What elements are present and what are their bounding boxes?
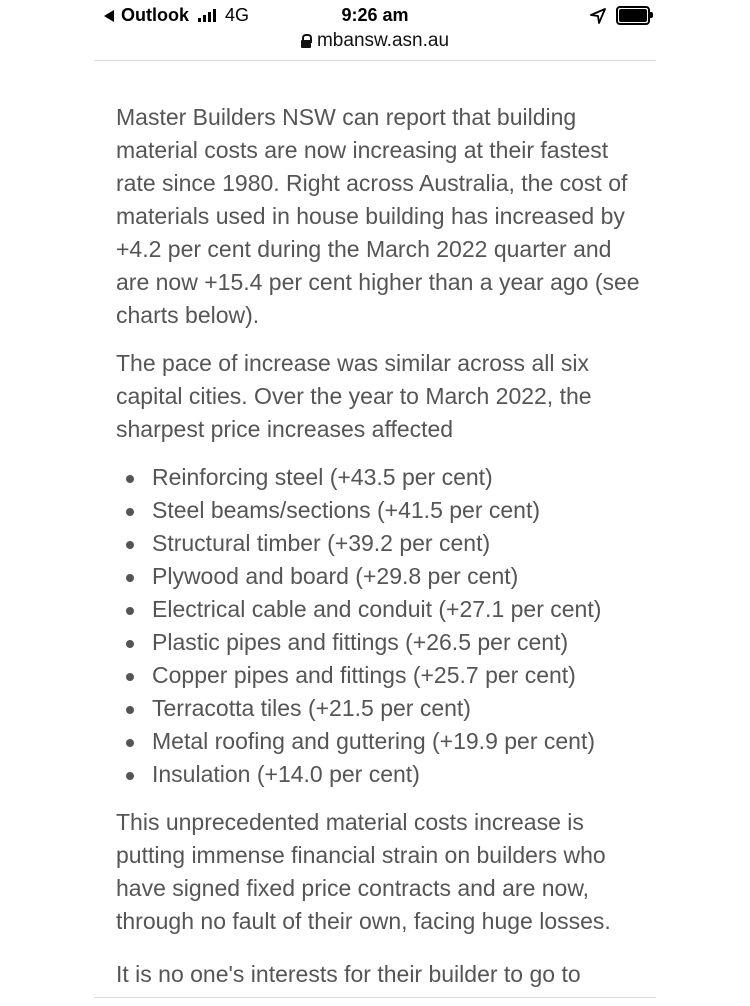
- url-bar[interactable]: [0, 29, 750, 53]
- lock-icon: [301, 34, 311, 48]
- list-item: [116, 758, 641, 791]
- list-item-text: Reinforcing steel (+43.5 per cent): [152, 464, 493, 490]
- article-paragraph-partial: It is no one's interests for their builder to go to: [116, 961, 581, 987]
- list-item: [116, 659, 641, 692]
- toolbar-divider: [94, 997, 656, 998]
- bullet-icon: [126, 673, 134, 681]
- bullet-icon: [126, 475, 134, 483]
- list-item-text: Electrical cable and conduit (+27.1 per cent): [152, 596, 602, 622]
- list-item: [116, 692, 641, 725]
- bullet-icon: [126, 739, 134, 747]
- price-increase-list: [116, 461, 641, 791]
- clock: 9:26 am: [341, 5, 409, 25]
- location-arrow-icon: [590, 8, 606, 24]
- battery-icon: [616, 6, 650, 25]
- list-item: [116, 560, 641, 593]
- list-item: [116, 527, 641, 560]
- article-paragraph: This unprecedented material costs increase is putting immense financial strain on builders who have signed fixed price contracts and are now, through no fault of their own, facing huge losses.: [116, 809, 611, 934]
- status-bar: [0, 0, 750, 30]
- list-item-text: Plastic pipes and fittings (+26.5 per cent): [152, 629, 569, 655]
- list-item-text: Plywood and board (+29.8 per cent): [152, 563, 519, 589]
- bullet-icon: [126, 607, 134, 615]
- list-item: [116, 494, 641, 527]
- bullet-icon: [126, 706, 134, 714]
- list-item-text: Copper pipes and fittings (+25.7 per cent): [152, 662, 576, 688]
- list-item: [116, 461, 641, 494]
- list-item-text: Terracotta tiles (+21.5 per cent): [152, 695, 471, 721]
- article-body: [116, 101, 641, 1006]
- list-item: [116, 725, 641, 758]
- back-app-label: Outlook: [121, 5, 189, 25]
- status-icons: [590, 6, 650, 25]
- article-paragraph: The pace of increase was similar across all six capital cities. Over the year to March 2022, the sharpest price increases affected: [116, 350, 592, 442]
- bullet-icon: [126, 772, 134, 780]
- url-text: mbansw.asn.au: [316, 30, 450, 51]
- bullet-icon: [126, 574, 134, 582]
- list-item: [116, 593, 641, 626]
- list-item: [116, 626, 641, 659]
- article-paragraph: Master Builders NSW can report that building material costs are now increasing at their fastest rate since 1980. Right across Australia, the cost of materials used in house building has increased by +4.2 per cent during the March 2022 quarter and are now +15.4 per cent higher than a year ago (see charts below).: [116, 104, 640, 328]
- list-item-text: Structural timber (+39.2 per cent): [152, 530, 491, 556]
- list-item-text: Metal roofing and guttering (+19.9 per cent): [152, 728, 596, 754]
- list-item-text: Insulation (+14.0 per cent): [152, 761, 420, 787]
- bullet-icon: [126, 640, 134, 648]
- bullet-icon: [126, 508, 134, 516]
- network-type: 4G: [225, 5, 250, 25]
- header-divider: [94, 60, 656, 61]
- bullet-icon: [126, 541, 134, 549]
- list-item-text: Steel beams/sections (+41.5 per cent): [152, 497, 541, 523]
